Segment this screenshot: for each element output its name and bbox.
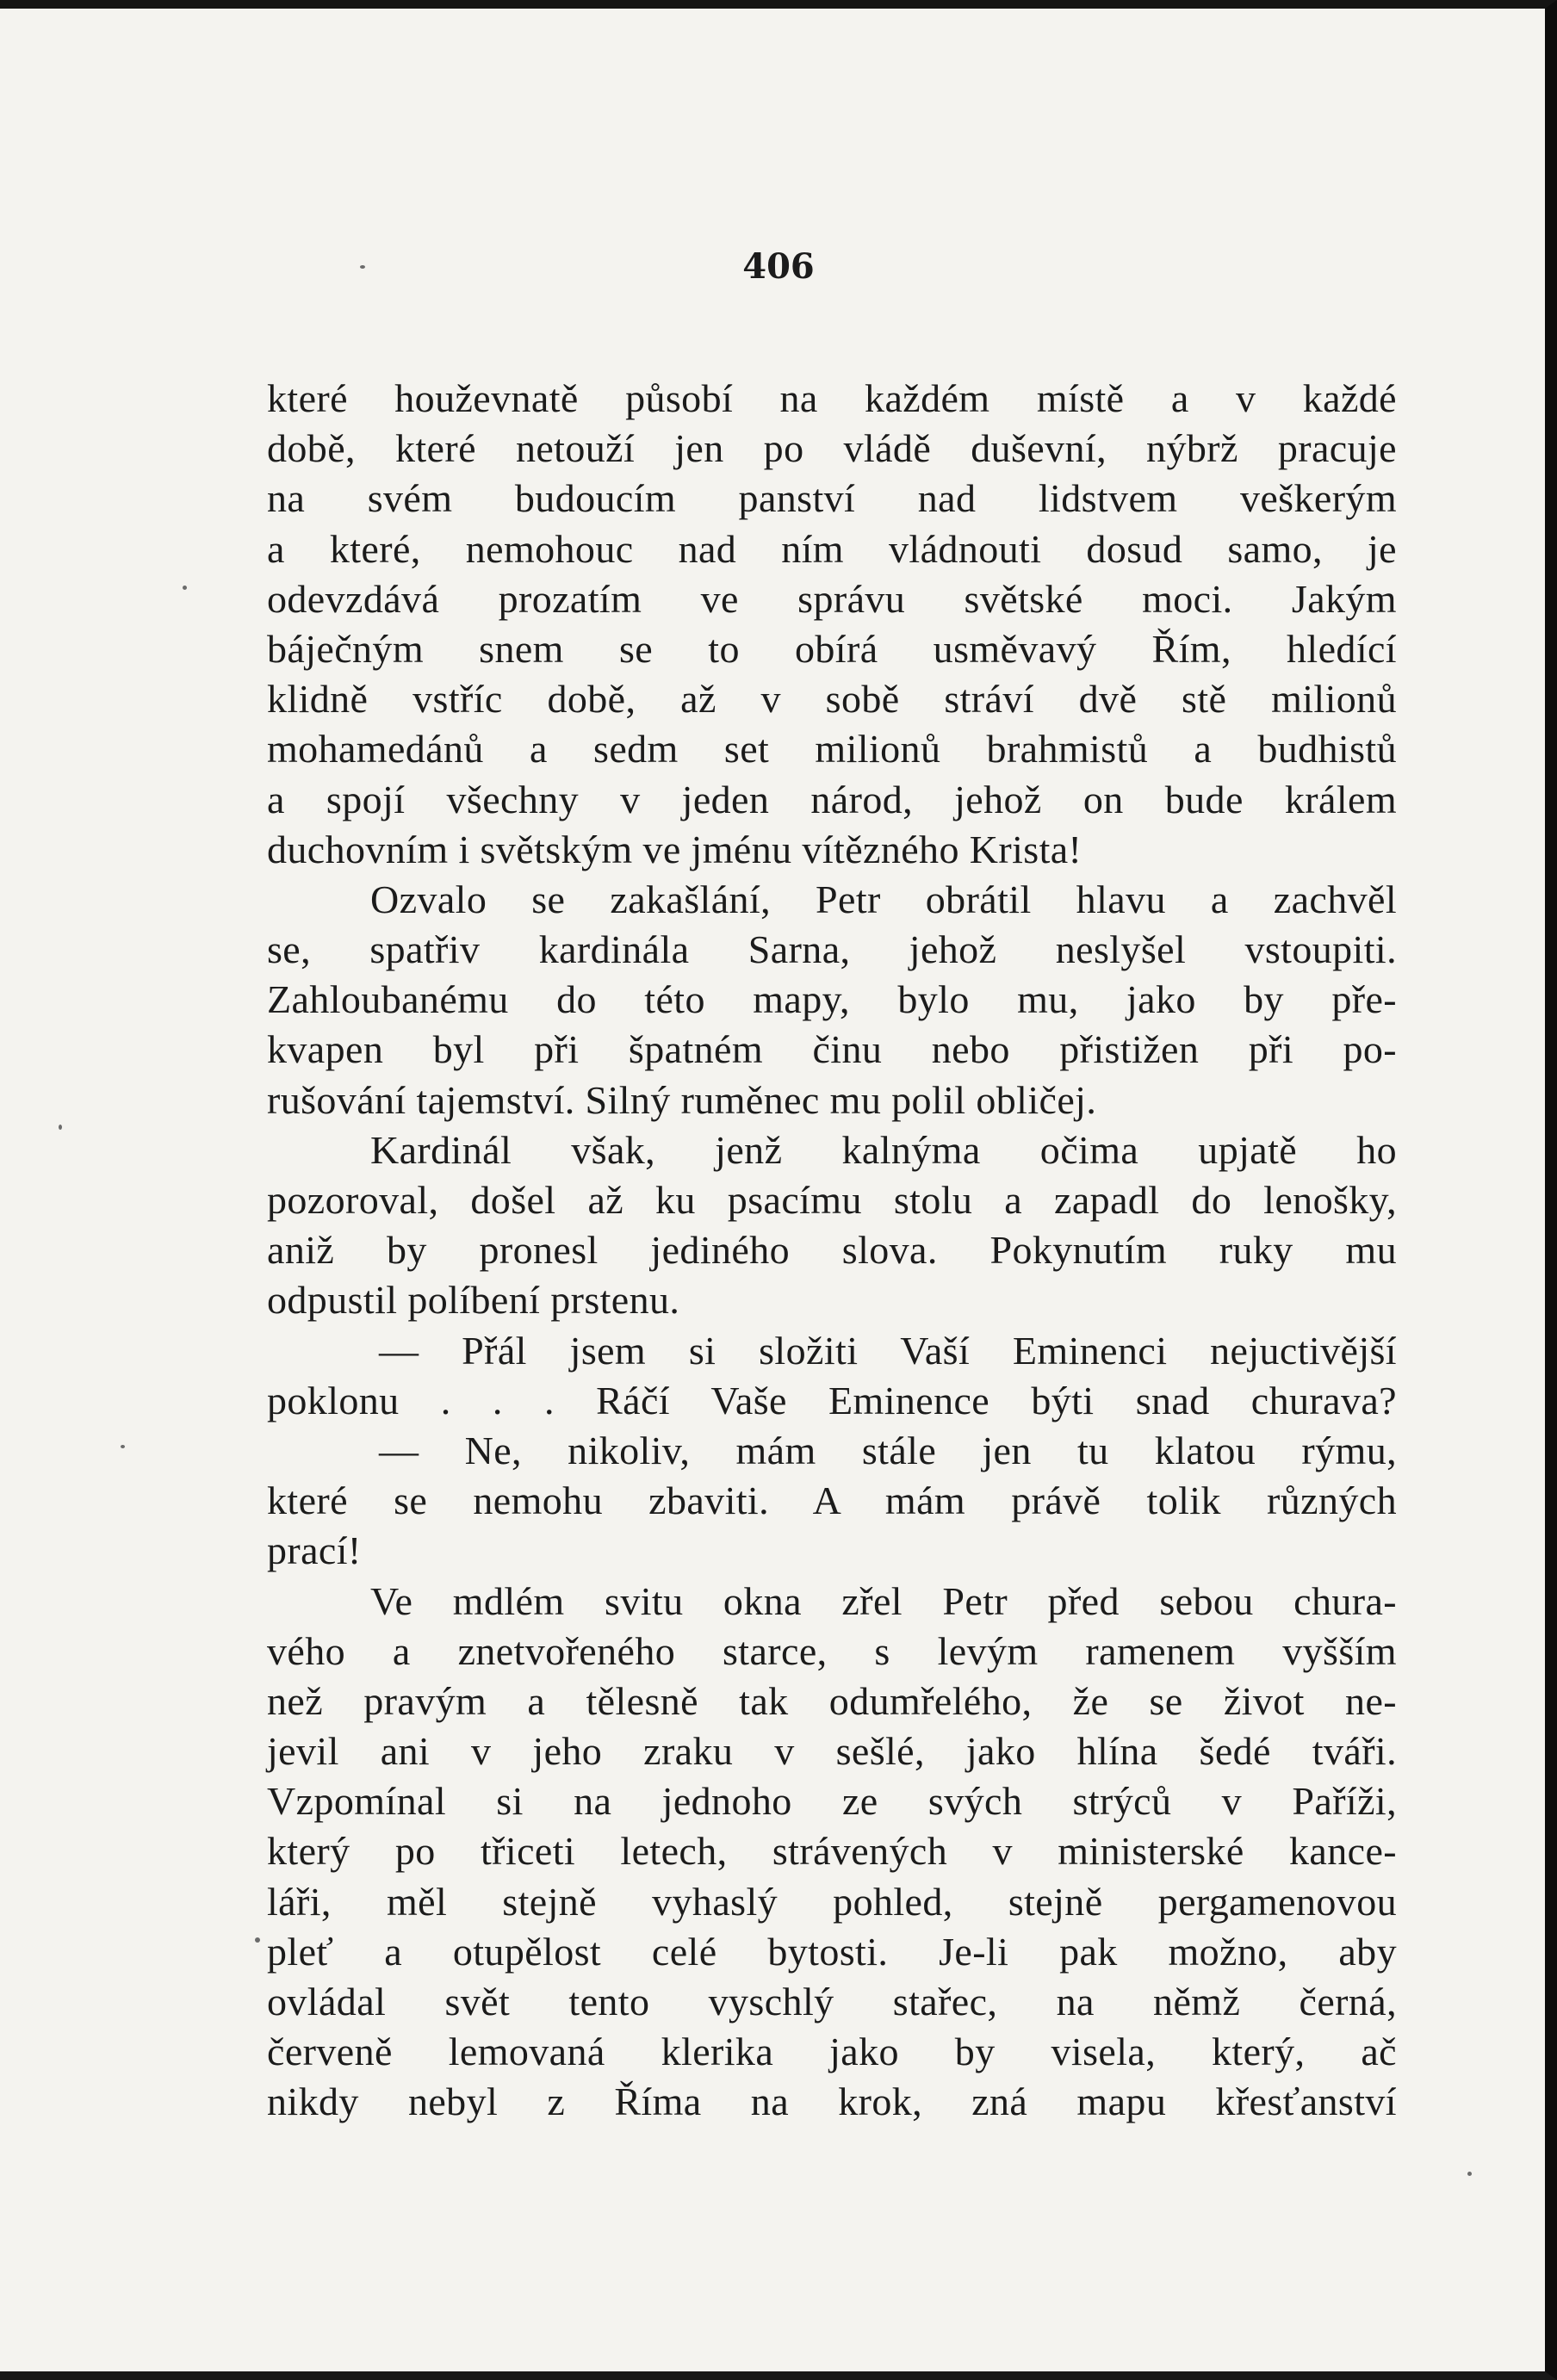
- text-line: době, které netouží jen po vládě duševní, nýbrž pracuje: [267, 426, 1397, 471]
- text-line: Ve mdlém svitu okna zřel Petr před sebou chura-: [370, 1578, 1397, 1623]
- text-line: ovládal svět tento vyschlý stařec, na němž černá,: [267, 1980, 1397, 2024]
- page-number: 406: [742, 246, 815, 287]
- text-line: který po třiceti letech, strávených v ministerské kance-: [267, 1829, 1397, 1874]
- text-line: — Ne, nikoliv, mám stále jen tu klatou rýmu,: [379, 1428, 1397, 1472]
- text-line: Zahloubanému do této mapy, bylo mu, jako by pře-: [267, 977, 1397, 1022]
- scan-speck: [121, 1445, 125, 1448]
- text-line: báječným snem se to obírá usměvavý Řím, hledící: [267, 626, 1397, 671]
- text-line: červeně lemovaná klerika jako by visela, který, ač: [267, 2030, 1397, 2074]
- scan-speck: [360, 265, 365, 269]
- text-line: které houževnatě působí na každém místě a v každé: [267, 376, 1397, 420]
- text-line: mohamedánů a sedm set milionů brahmistů a budhistů: [267, 727, 1397, 772]
- text-line: klidně vstříc době, až v sobě stráví dvě stě milionů: [267, 677, 1397, 722]
- text-line: Kardinál však, jenž kalnýma očima upjatě ho: [370, 1127, 1397, 1172]
- text-line: nikdy nebyl z Říma na krok, zná mapu křesťanství: [267, 2079, 1397, 2124]
- text-line: duchovním i světským ve jménu vítězného Krista!: [267, 827, 1082, 871]
- text-line: pozoroval, došel až ku psacímu stolu a zapadl do lenošky,: [267, 1178, 1397, 1222]
- text-line: aniž by pronesl jediného slova. Pokynutím ruky mu: [267, 1228, 1397, 1273]
- text-line: jevil ani v jeho zraku v sešlé, jako hlína šedé tváři.: [267, 1729, 1397, 1774]
- text-line: láři, měl stejně vyhaslý pohled, stejně pergamenovou: [267, 1879, 1397, 1924]
- text-line: které se nemohu zbaviti. A mám právě tolik různých: [267, 1478, 1397, 1523]
- scan-speck: [255, 1937, 260, 1943]
- text-line: a spojí všechny v jeden národ, jehož on bude králem: [267, 777, 1397, 821]
- scan-speck: [59, 1125, 62, 1130]
- text-line: — Přál jsem si složiti Vaší Eminenci nejuctivější: [379, 1328, 1397, 1373]
- text-line: a které, nemohouc nad ním vládnouti dosud samo, je: [267, 526, 1397, 571]
- text-line: Vzpomínal si na jednoho ze svých strýců v Paříži,: [267, 1779, 1397, 1824]
- text-line: odevzdává prozatím ve správu světské moci. Jakým: [267, 576, 1397, 621]
- body-text: [267, 374, 1397, 2128]
- text-line: odpustil políbení prstenu.: [267, 1278, 680, 1323]
- scan-speck: [1467, 2172, 1472, 2176]
- text-line: se, spatřiv kardinála Sarna, jehož neslyšel vstoupiti.: [267, 927, 1397, 972]
- text-line: pleť a otupělost celé bytosti. Je-li pak možno, aby: [267, 1929, 1397, 1974]
- text-line: poklonu . . . Ráčí Vaše Eminence býti snad churava?: [267, 1378, 1397, 1422]
- text-line: Ozvalo se zakašlání, Petr obrátil hlavu a zachvěl: [370, 877, 1397, 921]
- text-line: kvapen byl při špatném činu nebo přistižen při po-: [267, 1027, 1397, 1072]
- text-line: prací!: [267, 1528, 362, 1573]
- text-line: na svém budoucím panství nad lidstvem veškerým: [267, 476, 1397, 521]
- text-line: rušování tajemství. Silný ruměnec mu polil obličej.: [267, 1077, 1097, 1122]
- scan-speck: [183, 586, 187, 590]
- text-line: než pravým a tělesně tak odumřelého, že se život ne-: [267, 1678, 1397, 1723]
- text-line: vého a znetvořeného starce, s levým ramenem vyšším: [267, 1628, 1397, 1673]
